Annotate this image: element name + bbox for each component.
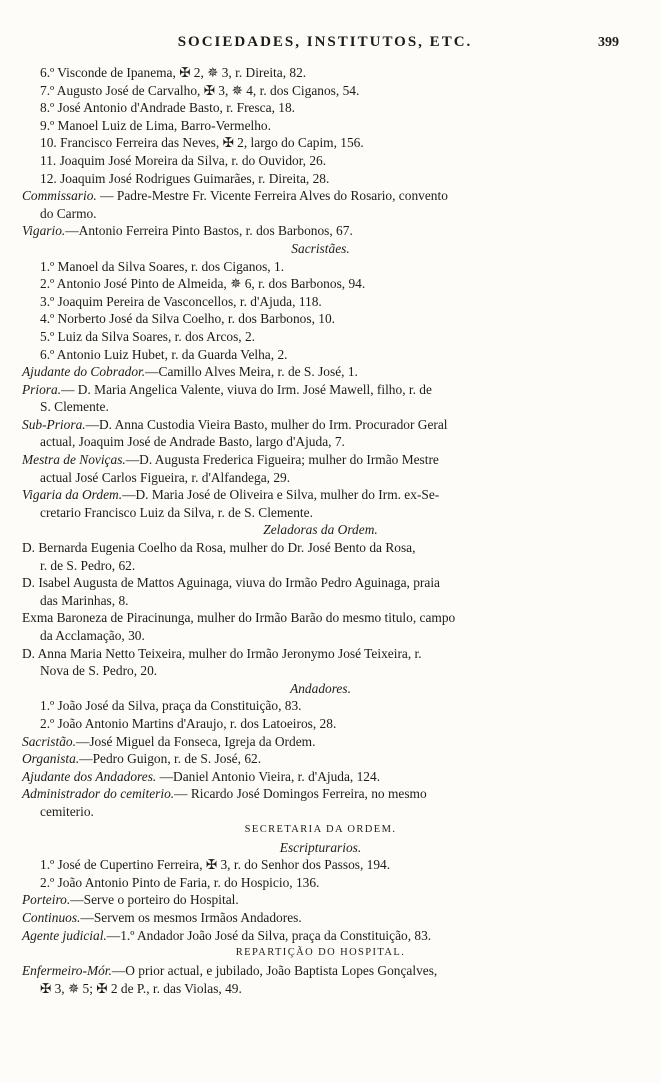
- role-label: Ajudante do Cobrador.: [22, 364, 146, 380]
- text-line: [22, 927, 619, 945]
- line-text: — Ricardo José Domingos Ferreira, no mesmo: [174, 786, 427, 802]
- line-text: da Acclamação, 30.: [40, 628, 145, 643]
- text-line: [22, 733, 619, 751]
- line-text: actual, Joaquim José de Andrade Basto, largo d'Ajuda, 7.: [40, 434, 345, 450]
- line-text: 3.º Joaquim Pereira de Vasconcellos, r. d'Ajuda, 118.: [40, 293, 322, 309]
- text-line: [22, 82, 619, 100]
- line-text: 8.º José Antonio d'Andrade Basto, r. Fresca, 18.: [40, 100, 296, 116]
- line-text: —Pedro Guigon, r. de S. José, 62.: [79, 751, 262, 767]
- text-line: [22, 750, 619, 768]
- text-line: [22, 768, 619, 786]
- text-line: [22, 715, 619, 733]
- text-line: [22, 645, 619, 663]
- text-line: [22, 187, 619, 205]
- text-line: [22, 328, 619, 346]
- line-text: —O prior actual, e jubilado, João Baptista Lopes Gonçalves,: [111, 963, 438, 979]
- line-text: 12. Joaquim José Rodrigues Guimarães, r. Direita, 28.: [40, 170, 330, 186]
- text-line: [22, 363, 619, 381]
- line-text: Nova de S. Pedro, 20.: [40, 663, 158, 679]
- line-text: —José Miguel da Fonseca, Igreja da Ordem.: [75, 733, 316, 749]
- line-text: —Camillo Alves Meira, r. de S. José, 1.: [145, 364, 358, 380]
- text-line: [22, 609, 619, 627]
- line-text: —D. Augusta Frederica Figueira; mulher do Irmão Mestre: [125, 452, 439, 468]
- line-text: D. Bernarda Eugenia Coelho da Rosa, mulher do Dr. José Bento da Rosa,: [22, 540, 416, 556]
- text-line: [22, 486, 619, 504]
- line-text: Sacristães.: [291, 240, 350, 256]
- line-text: Andadores.: [290, 680, 351, 696]
- text-line: [22, 539, 619, 557]
- text-line: [22, 785, 619, 803]
- line-text: das Marinhas, 8.: [40, 592, 129, 608]
- line-text: 6.º Antonio Luiz Hubet, r. da Guarda Velha, 2.: [40, 346, 288, 362]
- section-heading: [22, 521, 619, 539]
- text-line: [22, 592, 619, 610]
- text-line: [22, 856, 619, 874]
- text-line: [22, 293, 619, 311]
- text-line: [22, 117, 619, 135]
- role-label: Porteiro.: [22, 892, 71, 908]
- line-text: 1.º José de Cupertino Ferreira, ✠ 3, r. do Senhor dos Passos, 194.: [40, 857, 391, 873]
- line-text: Zeladoras da Ordem.: [263, 522, 378, 538]
- text-line: [22, 662, 619, 680]
- role-label: Mestra de Noviças.: [22, 452, 126, 468]
- line-text: —Servem os mesmos Irmãos Andadores.: [80, 909, 302, 925]
- line-text: 10. Francisco Ferreira das Neves, ✠ 2, largo do Capim, 156.: [40, 135, 364, 151]
- line-text: — D. Maria Angelica Valente, viuva do Irm. José Mawell, filho, r. de: [61, 381, 432, 397]
- text-line: [22, 205, 619, 223]
- text-line: [22, 574, 619, 592]
- text-line: [22, 381, 619, 399]
- text-line: [22, 346, 619, 364]
- text-line: [22, 134, 619, 152]
- text-line: [22, 258, 619, 276]
- line-text: REPARTIÇÃO DO HOSPITAL.: [235, 947, 406, 959]
- text-line: [22, 416, 619, 434]
- role-label: Continuos.: [22, 909, 81, 925]
- text-line: [22, 310, 619, 328]
- line-text: D. Anna Maria Netto Teixeira, mulher do Irmão Jeronymo José Teixeira, r.: [22, 645, 422, 661]
- section-heading: [22, 839, 619, 857]
- role-label: Administrador do cemiterio.: [22, 786, 175, 802]
- line-text: —1.º Andador João José da Silva, praça da Constituição, 83.: [106, 927, 432, 943]
- text-body: [22, 64, 619, 997]
- line-text: Exma Baroneza de Piracinunga, mulher do Irmão Barão do mesmo titulo, campo: [22, 610, 456, 626]
- text-line: [22, 874, 619, 892]
- line-text: —D. Anna Custodia Vieira Basto, mulher do Irm. Procurador Geral: [85, 416, 448, 432]
- text-line: [22, 170, 619, 188]
- text-line: [22, 64, 619, 82]
- line-text: 4.º Norberto José da Silva Coelho, r. dos Barbonos, 10.: [40, 311, 335, 327]
- line-text: —Serve o porteiro do Hospital.: [70, 892, 239, 908]
- text-line: [22, 627, 619, 645]
- page-title: SOCIEDADES, INSTITUTOS, ETC.: [177, 34, 473, 50]
- line-text: 1.º Manoel da Silva Soares, r. dos Ciganos, 1.: [40, 258, 285, 274]
- role-label: Commissario.: [22, 188, 97, 204]
- role-label: Agente judicial.: [22, 927, 107, 943]
- text-line: [22, 557, 619, 575]
- text-line: [22, 504, 619, 522]
- page-number: 399: [598, 35, 619, 50]
- role-label: Ajudante dos Andadores.: [22, 768, 157, 784]
- page-header: [22, 34, 619, 64]
- text-line: [22, 697, 619, 715]
- section-heading: [22, 680, 619, 698]
- text-line: [22, 803, 619, 821]
- line-text: 2.º Antonio José Pinto de Almeida, ✵ 6, r. dos Barbonos, 94.: [40, 276, 366, 292]
- role-label: Priora.: [22, 381, 62, 397]
- line-text: 6.º Visconde de Ipanema, ✠ 2, ✵ 3, r. Direita, 82.: [40, 65, 307, 80]
- line-text: 11. Joaquim José Moreira da Silva, r. do Ouvidor, 26.: [40, 152, 327, 168]
- text-line: [22, 433, 619, 451]
- text-line: [22, 222, 619, 240]
- line-text: r. de S. Pedro, 62.: [40, 557, 136, 573]
- line-text: —Antonio Ferreira Pinto Bastos, r. dos Barbonos, 67.: [65, 223, 353, 239]
- text-line: [22, 469, 619, 487]
- text-line: [22, 962, 619, 980]
- line-text: do Carmo.: [40, 205, 97, 221]
- text-line: [22, 99, 619, 117]
- line-text: 5.º Luiz da Silva Soares, r. dos Arcos, 2.: [40, 328, 256, 344]
- text-line: [22, 891, 619, 909]
- role-label: Sacristão.: [22, 733, 76, 749]
- line-text: 9.º Manoel Luiz de Lima, Barro-Vermelho.: [40, 117, 271, 133]
- line-text: 1.º João José da Silva, praça da Constituição, 83.: [40, 698, 302, 714]
- line-text: cretario Francisco Luiz da Silva, r. de S. Clemente.: [40, 504, 313, 520]
- role-label: Enfermeiro-Mór.: [22, 963, 112, 979]
- line-text: —Daniel Antonio Vieira, r. d'Ajuda, 124.: [156, 768, 381, 784]
- text-line: [22, 275, 619, 293]
- section-heading: [22, 944, 619, 962]
- text-line: [22, 980, 619, 998]
- role-label: Vigario.: [22, 223, 66, 239]
- role-label: Vigaria da Ordem.: [22, 487, 123, 503]
- line-text: cemiterio.: [40, 803, 94, 819]
- line-text: 7.º Augusto José de Carvalho, ✠ 3, ✵ 4, r. dos Ciganos, 54.: [40, 82, 360, 98]
- line-text: S. Clemente.: [40, 399, 109, 415]
- line-text: Escripturarios.: [279, 839, 362, 855]
- text-line: [22, 152, 619, 170]
- line-text: 2.º João Antonio Martins d'Araujo, r. dos Latoeiros, 28.: [40, 715, 337, 731]
- role-label: Organista.: [22, 751, 80, 767]
- line-text: SECRETARIA DA ORDEM.: [244, 823, 397, 835]
- line-text: — Padre-Mestre Fr. Vicente Ferreira Alves do Rosario, convento: [96, 188, 448, 204]
- section-heading: [22, 240, 619, 258]
- line-text: 2.º João Antonio Pinto de Faria, r. do Hospicio, 136.: [40, 874, 320, 890]
- line-text: ✠ 3, ✵ 5; ✠ 2 de P., r. das Violas, 49.: [40, 980, 242, 996]
- text-line: [22, 398, 619, 416]
- line-text: D. Isabel Augusta de Mattos Aguinaga, viuva do Irmão Pedro Aguinaga, praia: [22, 575, 440, 591]
- text-line: [22, 909, 619, 927]
- role-label: Sub-Priora.: [22, 416, 86, 432]
- section-heading: [22, 821, 619, 839]
- text-line: [22, 451, 619, 469]
- line-text: actual José Carlos Figueira, r. d'Alfandega, 29.: [40, 469, 291, 485]
- line-text: —D. Maria José de Oliveira e Silva, mulher do Irm. ex-Se-: [122, 487, 440, 503]
